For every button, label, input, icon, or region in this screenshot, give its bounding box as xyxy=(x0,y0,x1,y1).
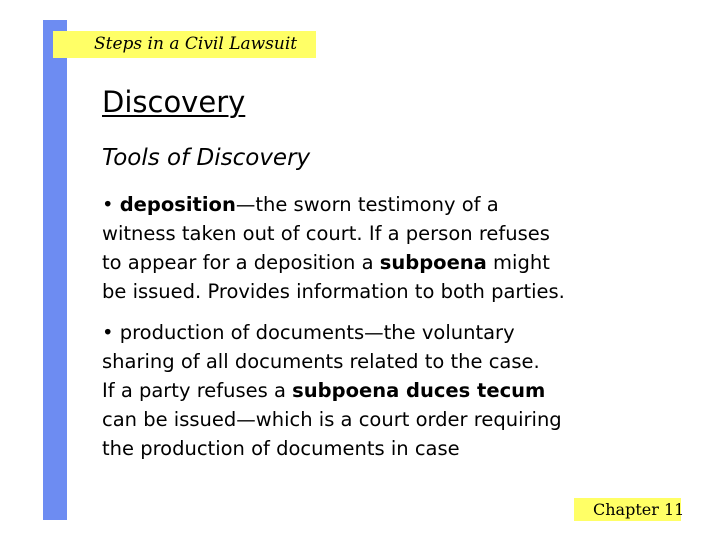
term-subpoena: subpoena xyxy=(379,251,487,274)
para-line xyxy=(102,318,702,347)
para-line xyxy=(102,347,702,376)
production-paragraph xyxy=(102,318,702,463)
header-title: Steps in a Civil Lawsuit xyxy=(94,34,298,54)
chapter-label: Chapter 11 xyxy=(593,500,685,519)
para-line xyxy=(102,434,702,463)
para-line xyxy=(102,190,702,219)
side-accent-bar xyxy=(43,20,67,520)
bullet: • xyxy=(102,193,114,216)
text-run: to appear for a deposition a xyxy=(102,251,380,274)
text-run: can be issued—which is a court order requiring xyxy=(102,408,562,431)
para-line xyxy=(102,219,702,248)
slide-title: Discovery xyxy=(102,85,246,119)
term-deposition: deposition xyxy=(119,193,236,216)
text-run: the production of documents in case xyxy=(102,437,460,460)
text-run: might xyxy=(486,251,550,274)
para-line xyxy=(102,277,702,306)
text-run: be issued. Provides information to both parties. xyxy=(102,280,565,303)
para-line xyxy=(102,376,702,405)
text-run: —the sworn testimony of a xyxy=(235,193,499,216)
slide-subtitle: Tools of Discovery xyxy=(102,145,311,171)
text-run: sharing of all documents related to the case. xyxy=(102,350,540,373)
term-subpoena-duces-tecum: subpoena duces tecum xyxy=(292,379,546,402)
para-line xyxy=(102,248,702,277)
bullet: • xyxy=(102,321,114,344)
text-run: witness taken out of court. If a person refuses xyxy=(102,222,550,245)
deposition-paragraph xyxy=(102,190,702,306)
para-line xyxy=(102,405,702,434)
text-run: If a party refuses a xyxy=(102,379,293,402)
text-run: production of documents—the voluntary xyxy=(113,321,515,344)
